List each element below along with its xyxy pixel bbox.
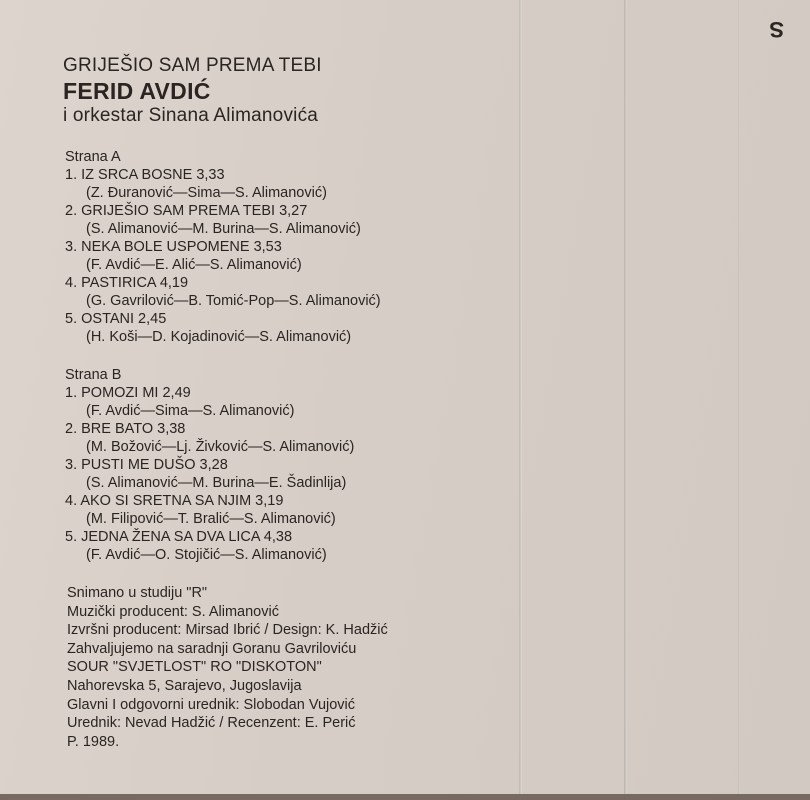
credit-line: P. 1989. xyxy=(67,733,120,750)
credit-line: Glavni I odgovorni urednik: Slobodan Vujović xyxy=(67,696,356,713)
side-b-tracklist xyxy=(65,366,513,564)
side-mark: S xyxy=(769,17,784,42)
track-credits: (H. Koši—D. Kojadinović—S. Alimanović) xyxy=(86,329,352,345)
track-credits: (F. Avdić—E. Alić—S. Alimanović) xyxy=(86,257,302,273)
fold-line xyxy=(624,0,627,800)
artist-name: FERID AVDIĆ xyxy=(63,78,211,104)
track-credits: (F. Avdić—Sima—S. Alimanović) xyxy=(86,403,295,419)
side-a-tracklist xyxy=(65,148,513,346)
track-title: 4. PASTIRICA 4,19 xyxy=(65,275,189,291)
track-title: 4. AKO SI SRETNA SA NJIM 3,19 xyxy=(65,493,284,509)
fold-line xyxy=(738,0,740,800)
production-credits xyxy=(67,584,513,751)
side-a-label: Strana A xyxy=(65,149,121,165)
track-credits: (Z. Đuranović—Sima—S. Alimanović) xyxy=(86,185,327,201)
track-credits: (S. Alimanović—M. Burina—S. Alimanović) xyxy=(86,221,361,237)
card-bottom-edge xyxy=(0,794,810,800)
track-credits: (M. Božović—Lj. Živković—S. Alimanović) xyxy=(86,439,355,455)
album-title: GRIJEŠIO SAM PREMA TEBI xyxy=(63,55,322,76)
insert-content xyxy=(63,54,513,751)
credit-line: Urednik: Nevad Hadžić / Recenzent: E. Perić xyxy=(67,715,356,732)
track-credits: (S. Alimanović—M. Burina—E. Šadinlija) xyxy=(86,475,347,491)
track-title: 3. PUSTI ME DUŠO 3,28 xyxy=(65,457,228,473)
track-title: 5. OSTANI 2,45 xyxy=(65,311,167,327)
track-credits: (G. Gavrilović—B. Tomić-Pop—S. Alimanović) xyxy=(86,293,381,309)
credit-line: Izvršni producent: Mirsad Ibrić / Design: K. Hadžić xyxy=(67,622,388,639)
fold-line xyxy=(519,0,522,800)
credit-line: Nahorevska 5, Sarajevo, Jugoslavija xyxy=(67,677,302,694)
track-title: 2. BRE BATO 3,38 xyxy=(65,421,186,437)
track-title: 1. IZ SRCA BOSNE 3,33 xyxy=(65,167,225,183)
credit-line: Zahvaljujemo na saradnji Goranu Gavriloviću xyxy=(67,640,357,657)
track-credits: (F. Avdić—O. Stojičić—S. Alimanović) xyxy=(86,547,327,563)
orchestra-credit: i orkestar Sinana Alimanovića xyxy=(63,105,319,126)
side-b-label: Strana B xyxy=(65,367,122,383)
track-credits: (M. Filipović—T. Bralić—S. Alimanović) xyxy=(86,511,336,527)
track-title: 2. GRIJEŠIO SAM PREMA TEBI 3,27 xyxy=(65,203,308,219)
credit-line: Muzički producent: S. Alimanović xyxy=(67,603,279,620)
credit-line: SOUR "SVJETLOST" RO "DISKOTON" xyxy=(67,659,322,676)
credit-line: Snimano u studiju "R" xyxy=(67,585,208,601)
track-title: 5. JEDNA ŽENA SA DVA LICA 4,38 xyxy=(65,529,293,545)
track-title: 3. NEKA BOLE USPOMENE 3,53 xyxy=(65,239,282,255)
track-title: 1. POMOZI MI 2,49 xyxy=(65,385,191,401)
